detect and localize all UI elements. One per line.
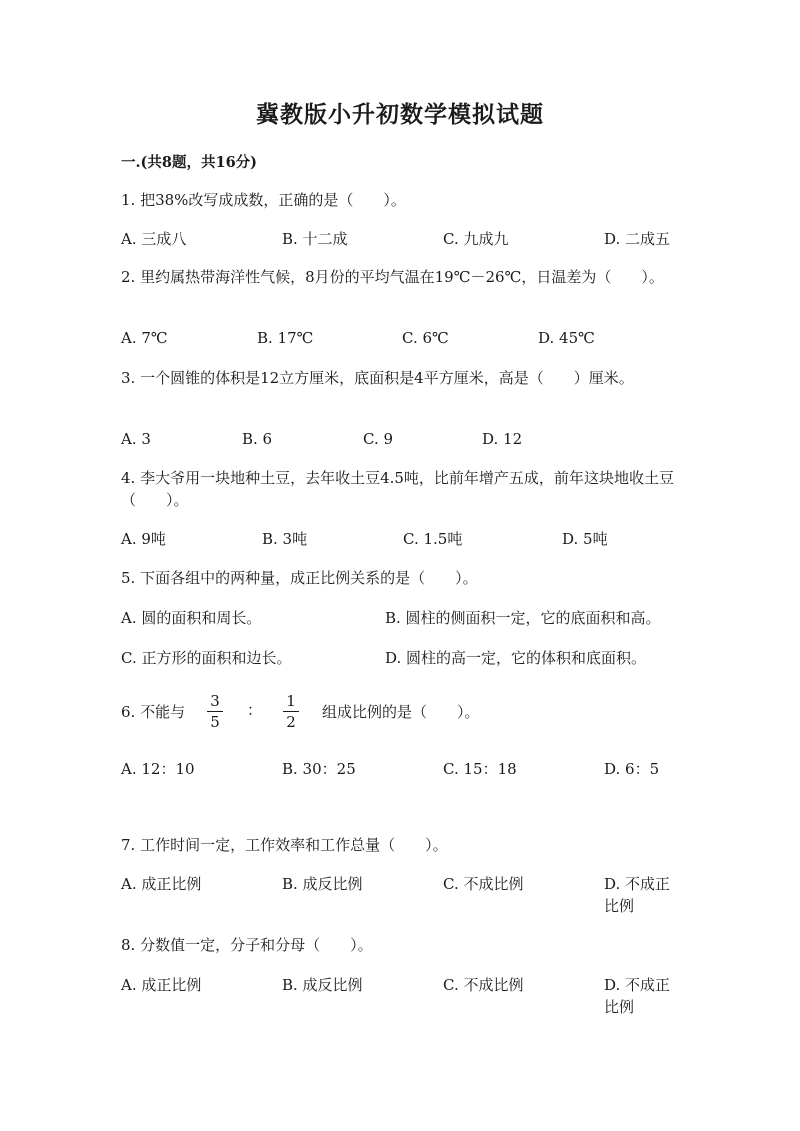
q3-option-c[interactable]: C. 9: [363, 430, 394, 448]
q5-option-d[interactable]: D. 圆柱的高一定，它的体积和底面积。: [385, 649, 647, 667]
q3-option-b[interactable]: B. 6: [242, 430, 273, 448]
page-title: 冀教版小升初数学模拟试题: [256, 101, 544, 128]
q7-option-a[interactable]: A. 成正比例: [121, 875, 202, 893]
q4-option-c[interactable]: C. 1.5吨: [403, 530, 463, 548]
q8-option-c[interactable]: C. 不成比例: [443, 976, 524, 994]
q5-option-a[interactable]: A. 圆的面积和周长。: [121, 609, 262, 627]
question-6-prefix: 6. 不能与: [121, 703, 186, 721]
ratio-colon: ：: [247, 701, 263, 719]
q5-option-b[interactable]: B. 圆柱的侧面积一定，它的底面积和高。: [385, 609, 661, 627]
fraction-denominator: 5: [210, 713, 220, 731]
q4-option-a[interactable]: A. 9吨: [121, 530, 166, 548]
q4-option-d[interactable]: D. 5吨: [562, 530, 608, 548]
fraction-bar: [283, 711, 299, 712]
q8-option-d[interactable]: D. 不成正比例: [604, 976, 671, 1016]
question-6-suffix: 组成比例的是（ ）。: [322, 703, 480, 721]
fraction-numerator: 1: [286, 692, 296, 710]
q1-option-b[interactable]: B. 十二成: [282, 230, 348, 248]
question-5: 5. 下面各组中的两种量，成正比例关系的是（ ）。: [121, 569, 478, 587]
q6-option-a[interactable]: A. 12：10: [121, 760, 195, 778]
q2-option-a[interactable]: A. 7℃: [121, 329, 168, 347]
fraction-numerator: 3: [210, 692, 220, 710]
section-heading: 一.(共8题，共16分): [121, 154, 258, 171]
q3-option-a[interactable]: A. 3: [121, 430, 151, 448]
q5-option-c[interactable]: C. 正方形的面积和边长。: [121, 649, 292, 667]
q7-option-c[interactable]: C. 不成比例: [443, 875, 524, 893]
fraction-bar: [207, 711, 223, 712]
question-7: 7. 工作时间一定，工作效率和工作总量（ ）。: [121, 836, 448, 854]
q2-option-c[interactable]: C. 6℃: [402, 329, 449, 347]
q2-option-d[interactable]: D. 45℃: [538, 329, 595, 347]
q1-option-a[interactable]: A. 三成八: [121, 230, 187, 248]
question-1: 1. 把38%改写成成数，正确的是（ ）。: [121, 191, 406, 209]
q1-option-c[interactable]: C. 九成九: [443, 230, 509, 248]
question-3: 3. 一个圆锥的体积是12立方厘米，底面积是4平方厘米，高是（ ）厘米。: [121, 369, 634, 387]
q2-option-b[interactable]: B. 17℃: [257, 329, 314, 347]
fraction-three-fifths: [205, 692, 225, 731]
q1-option-d[interactable]: D. 二成五: [604, 230, 671, 248]
question-2: 2. 里约属热带海洋性气候，8月份的平均气温在19℃－26℃，日温差为（ ）。: [121, 268, 664, 286]
q6-option-b[interactable]: B. 30：25: [282, 760, 356, 778]
q3-option-d[interactable]: D. 12: [482, 430, 523, 448]
question-8: 8. 分数值一定，分子和分母（ ）。: [121, 936, 373, 954]
q7-option-d[interactable]: D. 不成正比例: [604, 875, 671, 915]
q7-option-b[interactable]: B. 成反比例: [282, 875, 363, 893]
fraction-one-half: [281, 692, 301, 731]
question-4: 4. 李大爷用一块地种土豆，去年收土豆4.5吨，比前年增产五成，前年这块地收土豆（ ）。: [121, 469, 674, 509]
q6-option-c[interactable]: C. 15：18: [443, 760, 517, 778]
q4-option-b[interactable]: B. 3吨: [262, 530, 308, 548]
q8-option-b[interactable]: B. 成反比例: [282, 976, 363, 994]
q8-option-a[interactable]: A. 成正比例: [121, 976, 202, 994]
fraction-denominator: 2: [286, 713, 296, 731]
q6-option-d[interactable]: D. 6：5: [604, 760, 660, 778]
